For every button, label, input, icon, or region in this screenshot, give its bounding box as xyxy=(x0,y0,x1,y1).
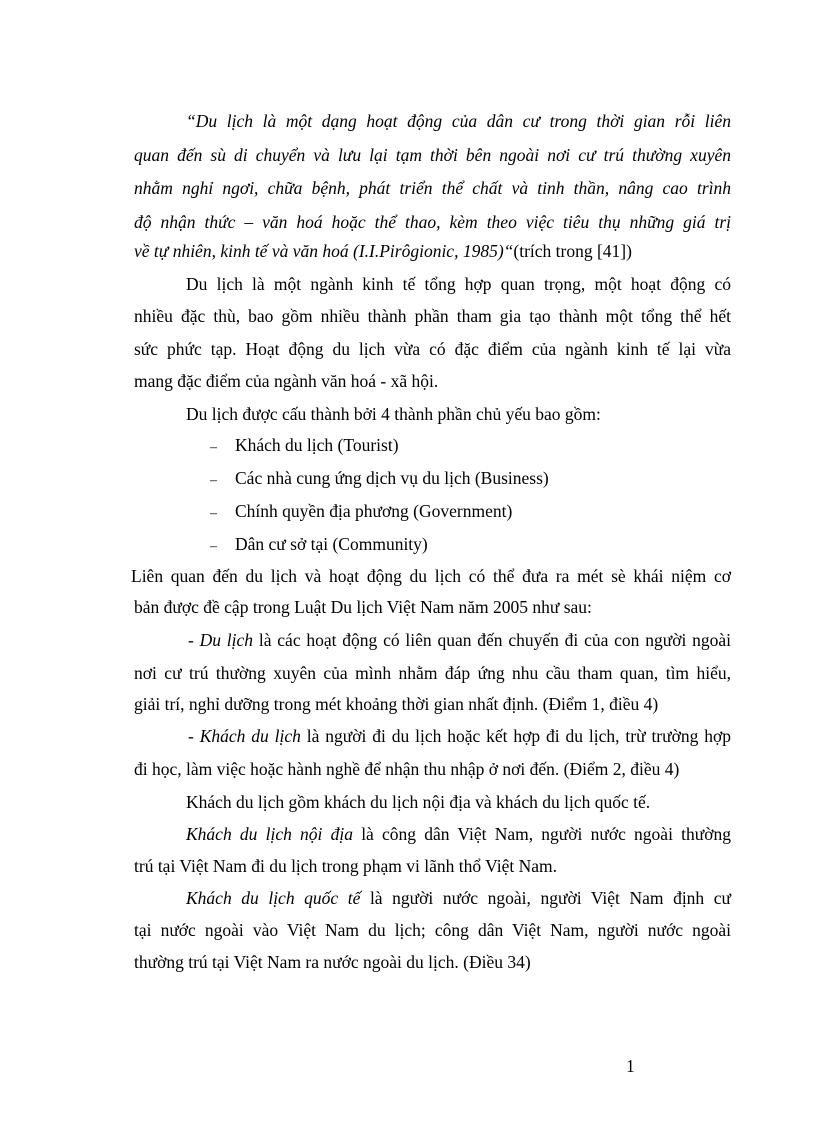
def1-text: là các hoạt động có liên quan đến chuyến đi của con người ngoài xyxy=(253,630,731,650)
list-item: Chính quyền địa phương (Government) xyxy=(235,501,513,521)
quote-citation: (trích trong [41]) xyxy=(513,241,632,261)
para5-text: là công dân Việt Nam, người nước ngoài thường xyxy=(352,824,731,844)
para1-line: nhiều đặc thù, bao gồm nhiều thành phần tham gia tạo thành một tổng thể hết xyxy=(134,306,731,326)
para6-term: Khách du lịch quốc tế xyxy=(186,888,361,908)
quote-line: quan đến sù di chuyển và lưu lại tạm thời bên ngoài nơi cư trú thường xuyên xyxy=(134,145,731,165)
def1-line: nơi cư trú thường xuyên của mình nhằm đáp ứng nhu cầu tham quan, tìm hiểu, xyxy=(134,663,731,683)
para1-line: Du lịch là một ngành kinh tế tổng hợp quan trọng, một hoạt động có xyxy=(186,274,731,294)
def2-prefix: - xyxy=(188,726,200,746)
list-item: Dân cư sở tại (Community) xyxy=(235,534,428,554)
para6-line: tại nước ngoài vào Việt Nam du lịch; công dân Việt Nam, người nước ngoài xyxy=(134,920,731,940)
def1-first-line xyxy=(188,630,731,651)
quote-line: độ nhận thức – văn hoá hoặc thể thao, kèm theo việc tiêu thụ những giá trị xyxy=(134,212,731,232)
list-item: Các nhà cung ứng dịch vụ du lịch (Business) xyxy=(235,468,549,488)
para6-text: là người nước ngoài, người Việt Nam định cư xyxy=(360,888,731,908)
def2-text: là người đi du lịch hoặc kết hợp đi du lịch, trừ trường hợp xyxy=(300,726,732,746)
page-number: 1 xyxy=(626,1056,635,1076)
list-bullet: – xyxy=(210,506,217,521)
para5-term: Khách du lịch nội địa xyxy=(186,824,353,844)
def2-term: Khách du lịch xyxy=(199,726,301,746)
quote-line: nhằm nghỉ ngơi, chữa bệnh, phát triển thể chất và tinh thần, nâng cao trình xyxy=(134,178,731,198)
def1-line: giải trí, nghỉ dưỡng trong mét khoảng thời gian nhất định. (Điểm 1, điều 4) xyxy=(134,694,659,714)
para1-line: mang đặc điểm của ngành văn hoá - xã hội. xyxy=(134,371,439,391)
para4: Khách du lịch gồm khách du lịch nội địa và khách du lịch quốc tế. xyxy=(186,792,651,812)
para5-line: trú tại Việt Nam đi du lịch trong phạm vi lãnh thổ Việt Nam. xyxy=(134,856,558,876)
para5-first-line xyxy=(186,824,731,845)
quote-last-line xyxy=(134,241,632,262)
para3-line: Liên quan đến du lịch và hoạt động du lịch có thể đưa ra mét sè khái niệm cơ xyxy=(131,566,731,586)
para6-line: thường trú tại Việt Nam ra nước ngoài du lịch. (Điều 34) xyxy=(134,952,531,972)
def2-line: đi học, làm việc hoặc hành nghề để nhận thu nhập ở nơi đến. (Điểm 2, điều 4) xyxy=(134,759,680,779)
para6-first-line xyxy=(186,888,731,909)
list-bullet: – xyxy=(210,473,217,488)
para3-line: bản được đề cập trong Luật Du lịch Việt Nam năm 2005 như sau: xyxy=(134,597,592,617)
quote-text: về tự nhiên, kinh tế và văn hoá (I.I.Pirôgionic, 1985)“ xyxy=(134,241,514,261)
list-bullet: – xyxy=(210,539,217,554)
def2-first-line xyxy=(188,726,731,747)
para2: Du lịch được cấu thành bởi 4 thành phần chủ yếu bao gồm: xyxy=(186,404,601,424)
list-item: Khách du lịch (Tourist) xyxy=(235,435,399,455)
list-bullet: – xyxy=(210,440,217,455)
para1-line: sức phức tạp. Hoạt động du lịch vừa có đặc điểm của ngành kinh tế lại vừa xyxy=(134,339,731,359)
def1-prefix: - xyxy=(188,630,200,650)
quote-line: “Du lịch là một dạng hoạt động của dân cư trong thời gian rỗi liên xyxy=(186,111,731,131)
def1-term: Du lịch xyxy=(199,630,254,650)
